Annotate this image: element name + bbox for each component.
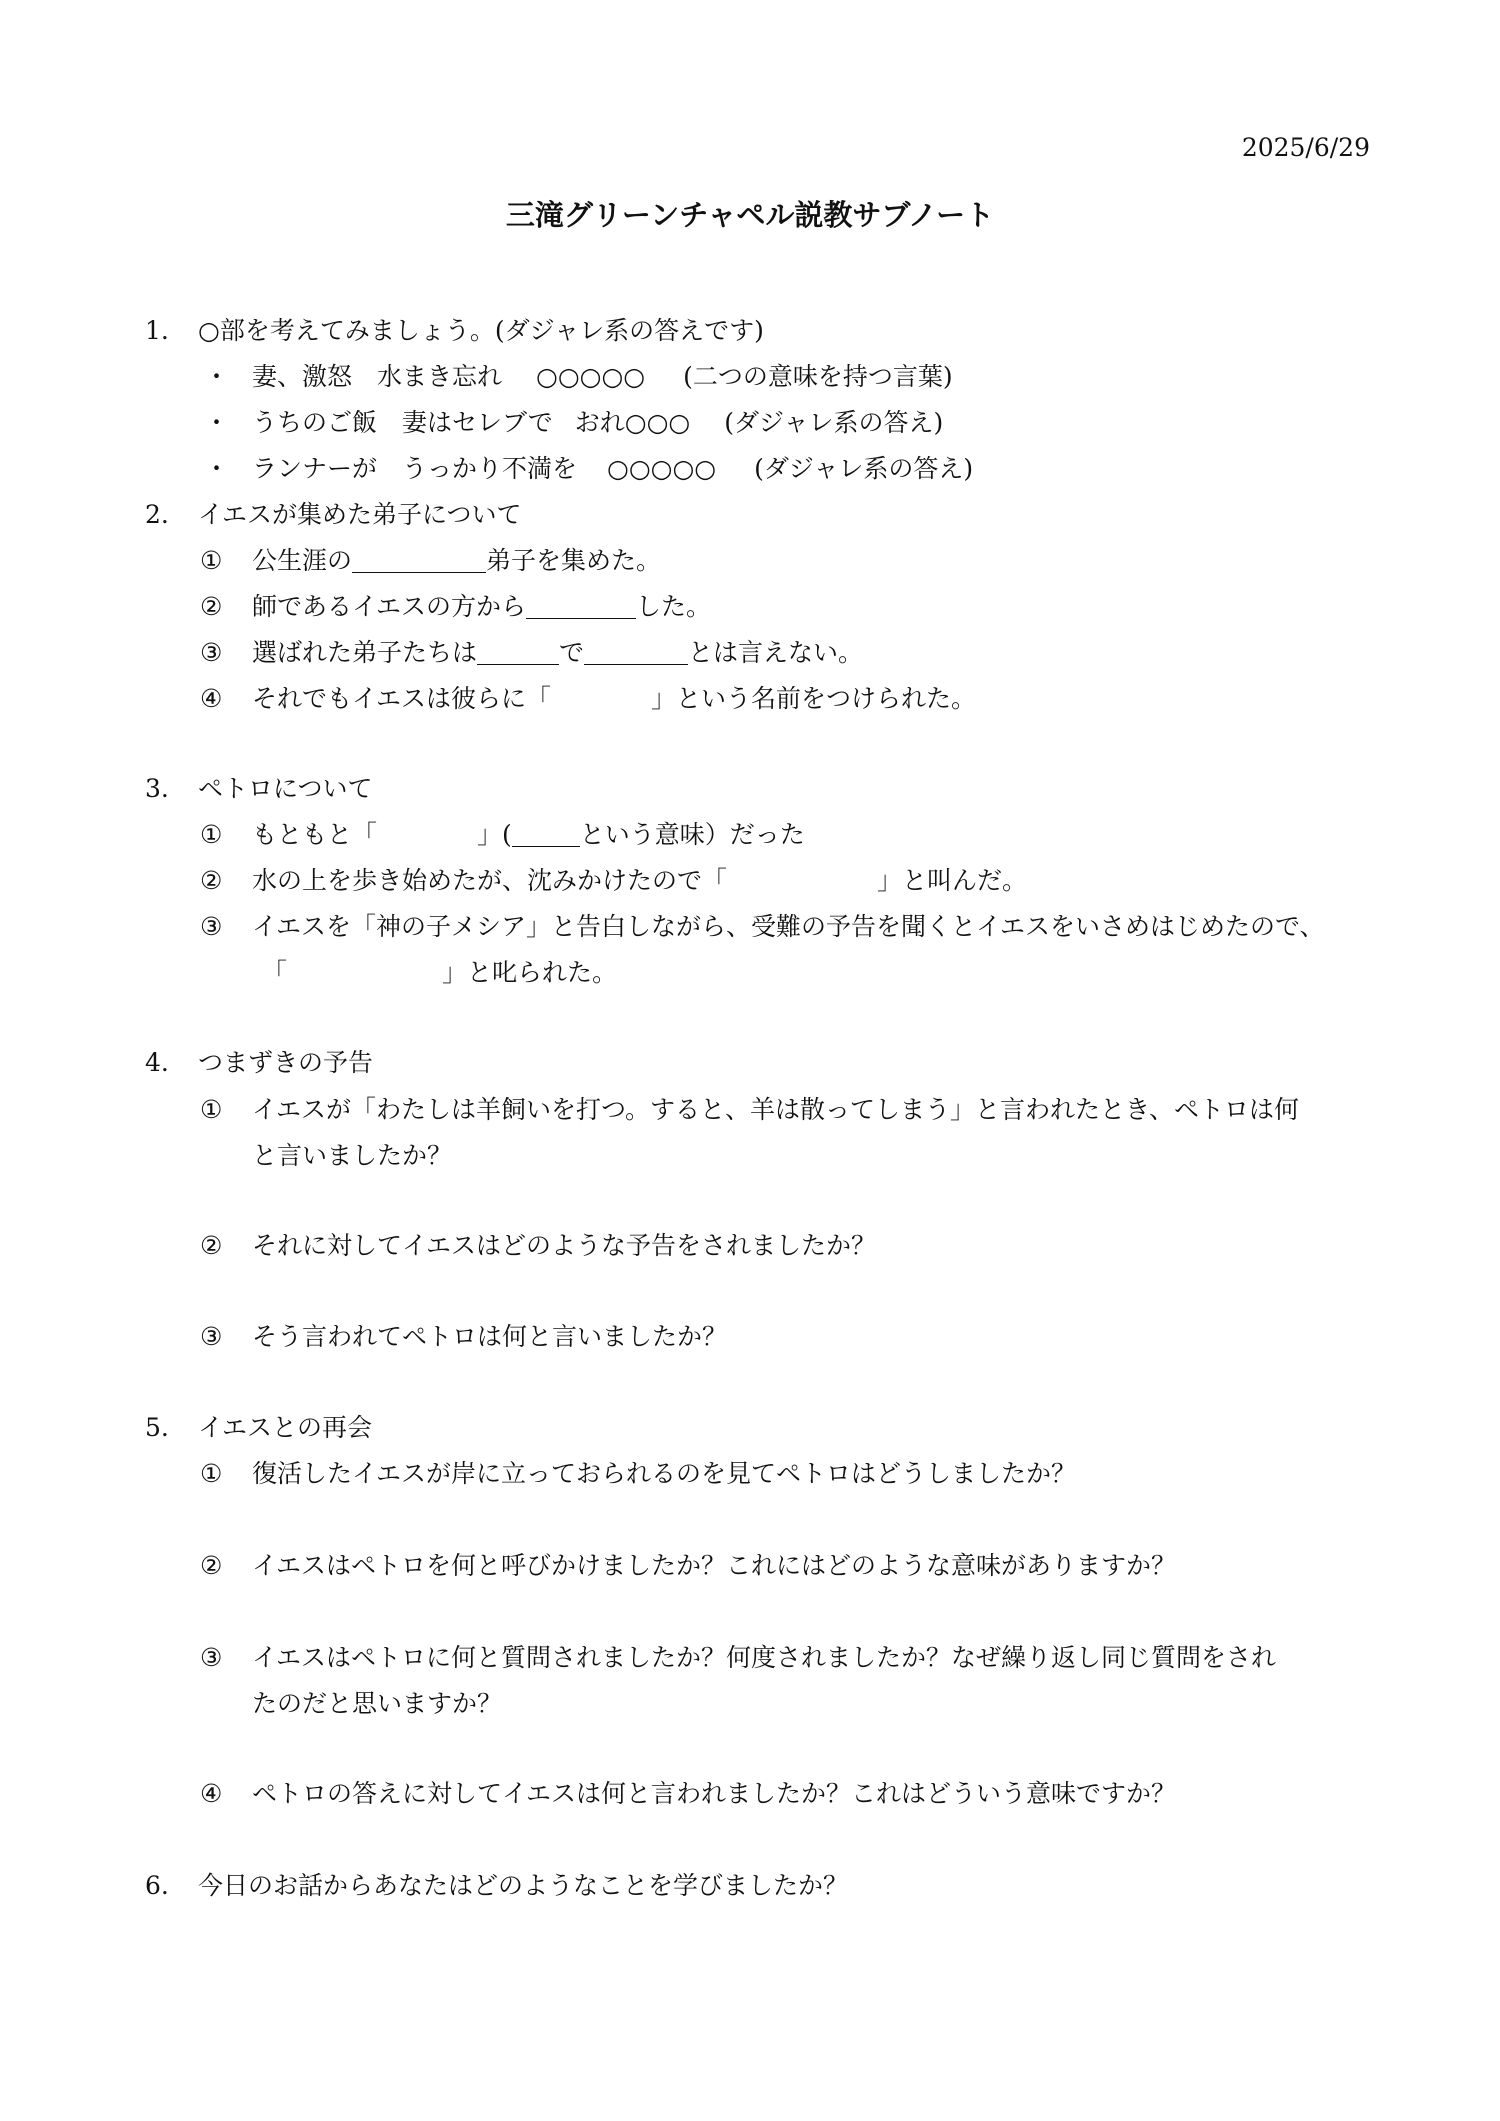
list-item: [252, 544, 661, 578]
section-3-number: 3.: [145, 774, 169, 803]
item-hint: (ダジャレ系の答え): [724, 408, 944, 437]
question-line: イエスはペトロに何と質問されましたか？何度されましたか？なぜ繰り返し同じ質問をされ: [252, 1643, 1277, 1672]
item-text: 選ばれた弟子たちは: [252, 638, 478, 667]
question-line: イエスが「わたしは羊飼いを打つ。すると、羊は散ってしまう」と言われたとき、ペトロは何: [252, 1095, 1300, 1124]
item-marker: ①: [200, 1459, 223, 1488]
question: イエスはペトロを何と呼びかけましたか？これにはどのような意味がありますか？: [252, 1551, 1177, 1580]
section-2-number: 2.: [145, 500, 169, 529]
section-5-heading: イエスとの再会: [198, 1413, 373, 1442]
item-text: した。: [636, 592, 712, 621]
item-text: もともと「: [252, 820, 378, 849]
item-text: 」と叱られた。: [442, 958, 618, 987]
answer-blank: [584, 638, 688, 665]
item-text: とは言えない。: [688, 638, 864, 667]
item-text: で: [559, 638, 585, 667]
list-item: [252, 452, 973, 486]
item-marker: ③: [200, 638, 223, 667]
answer-blank: [477, 638, 559, 665]
item-marker: ②: [200, 866, 223, 895]
item-text: うちのご飯 妻はセレブで: [252, 408, 553, 437]
item-marker: ③: [200, 912, 223, 941]
item-blank: ○○○○○: [607, 454, 717, 483]
item-text: 公生涯の: [252, 546, 353, 575]
question: それに対してイエスはどのような予告をされましたか？: [252, 1231, 877, 1260]
list-item: [252, 818, 805, 852]
question-line: と言いましたか？: [252, 1141, 453, 1170]
bullet: ・: [204, 454, 230, 483]
section-5-number: 5.: [145, 1413, 169, 1442]
list-item: [252, 360, 953, 394]
item-text: という意味）だった: [579, 820, 805, 849]
section-2-heading: イエスが集めた弟子について: [198, 500, 522, 529]
item-text: 」と叫んだ。: [877, 866, 1028, 895]
list-item: [252, 406, 943, 440]
item-marker: ③: [200, 1322, 223, 1351]
item-marker: ④: [200, 1779, 223, 1808]
answer-blank: [526, 592, 636, 619]
answer-blank: [512, 820, 580, 847]
item-hint: (ダジャレ系の答え): [754, 454, 974, 483]
item-text: 」(: [477, 820, 512, 849]
item-text: 師であるイエスの方から: [252, 592, 527, 621]
item-marker: ①: [200, 820, 223, 849]
question: ペトロの答えに対してイエスは何と言われましたか？これはどういう意味ですか？: [252, 1779, 1177, 1808]
page-title: 三滝グリーンチャペル説教サブノート: [505, 198, 995, 232]
item-marker: ①: [200, 546, 223, 575]
list-item: [252, 864, 1027, 898]
list-item: [252, 682, 976, 716]
item-blank: ○○○○○: [536, 362, 646, 391]
section-6-number: 6.: [145, 1871, 169, 1900]
item-text: 弟子を集めた。: [486, 546, 662, 575]
section-3-heading: ペトロについて: [198, 774, 373, 803]
list-item: [252, 590, 711, 624]
question: そう言われてペトロは何と言いましたか？: [252, 1322, 728, 1351]
item-marker: ①: [200, 1095, 223, 1124]
question: 復活したイエスが岸に立っておられるのを見てペトロはどうしましたか？: [252, 1459, 1077, 1488]
answer-blank: [352, 546, 486, 573]
question-line: たのだと思いますか？: [252, 1689, 503, 1718]
item-text: 「: [262, 958, 288, 987]
list-item: [252, 636, 863, 670]
section-4-number: 4.: [145, 1048, 169, 1077]
item-marker: ②: [200, 592, 223, 621]
list-item-line: イエスを「神の子メシア」と告白しながら、受難の予告を聞くとイエスをいさめはじめたので、: [252, 912, 1325, 941]
date: 2025/6/29: [1241, 133, 1370, 162]
item-text: 水の上を歩き始めたが、沈みかけたので「: [252, 866, 728, 895]
bullet: ・: [204, 362, 230, 391]
section-4-heading: つまずきの予告: [198, 1048, 374, 1077]
item-blank: おれ○○○: [574, 408, 691, 437]
section-6-heading: 今日のお話からあなたはどのようなことを学びましたか？: [198, 1871, 849, 1900]
item-text: 妻、激怒 水まき忘れ: [252, 362, 503, 391]
list-item-line: [262, 956, 617, 990]
item-marker: ②: [200, 1551, 223, 1580]
item-hint: (二つの意味を持つ言葉): [683, 362, 953, 391]
item-marker: ②: [200, 1231, 223, 1260]
section-1-heading: ○部を考えてみましょう。(ダジャレ系の答えです): [198, 316, 764, 345]
item-text: それでもイエスは彼らに「: [252, 684, 552, 713]
bullet: ・: [204, 408, 230, 437]
section-1-number: 1.: [145, 316, 169, 345]
item-marker: ④: [200, 684, 223, 713]
item-text: ランナーが うっかり不満を: [252, 454, 578, 483]
item-text: 」という名前をつけられた。: [651, 684, 977, 713]
item-marker: ③: [200, 1643, 223, 1672]
